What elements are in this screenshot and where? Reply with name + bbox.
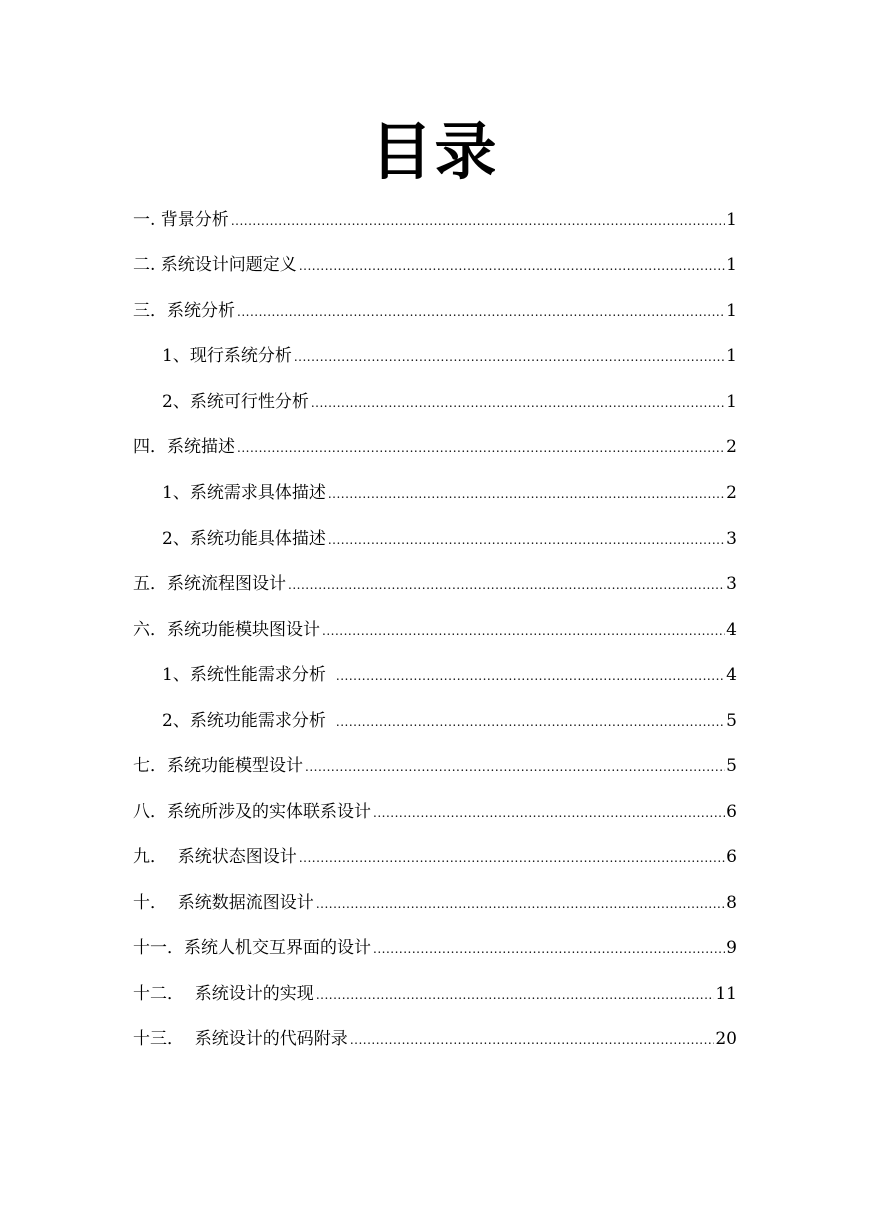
toc-entry-page: 11	[715, 984, 737, 1004]
toc-entry-page: 3	[726, 574, 737, 594]
toc-entry-label: 一. 背景分析	[133, 210, 229, 230]
toc-entry[interactable]	[133, 432, 737, 462]
toc-entry[interactable]	[162, 387, 737, 417]
toc-leader-dots	[288, 570, 725, 600]
toc-entry-label: 十一．系统人机交互界面的设计	[133, 938, 371, 958]
toc-entry-label: 八．系统所涉及的实体联系设计	[133, 802, 371, 822]
toc-entry-label: 六．系统功能模块图设计	[133, 620, 320, 640]
toc-entry[interactable]	[162, 478, 737, 508]
toc-entry-label: 1、系统需求具体描述	[162, 483, 326, 503]
toc-entry-page: 2	[726, 483, 737, 503]
toc-entry-label: 十二． 系统设计的实现	[133, 984, 314, 1004]
toc-leader-dots	[322, 616, 725, 646]
toc-entry-label: 四．系统描述	[133, 437, 235, 457]
toc-entry-page: 1	[726, 255, 737, 275]
toc-leader-dots	[294, 342, 725, 372]
toc-leader-dots	[299, 251, 725, 281]
toc-entry-page: 4	[726, 665, 737, 685]
toc-entry-page: 3	[726, 529, 737, 549]
toc-entry-page: 1	[726, 346, 737, 366]
toc-leader-dots	[316, 980, 715, 1010]
toc-leader-dots	[237, 433, 725, 463]
toc-entry-label: 2、系统可行性分析	[162, 392, 309, 412]
toc-entry[interactable]	[133, 797, 737, 827]
toc-leader-dots	[305, 752, 725, 782]
toc-entry-label: 十三． 系统设计的代码附录	[133, 1029, 348, 1049]
toc-entry-page: 5	[726, 756, 737, 776]
toc-entry-page: 5	[726, 711, 737, 731]
toc-entry[interactable]	[162, 706, 737, 736]
toc-entry-label: 1、系统性能需求分析	[162, 665, 326, 685]
toc-entry-page: 1	[726, 392, 737, 412]
toc-entry[interactable]	[133, 615, 737, 645]
toc-entry-label: 二. 系统设计问题定义	[133, 255, 297, 275]
toc-entry-page: 20	[715, 1029, 737, 1049]
toc-entry-page: 6	[726, 847, 737, 867]
toc-leader-dots	[311, 388, 725, 418]
toc-entry-page: 1	[726, 210, 737, 230]
toc-leader-dots	[373, 798, 725, 828]
toc-entry-page: 8	[726, 893, 737, 913]
toc-entry-label: 三．系统分析	[133, 301, 235, 321]
toc-entry[interactable]	[133, 842, 737, 872]
toc-entry-label: 2、系统功能需求分析	[162, 711, 326, 731]
toc-entry[interactable]	[162, 660, 737, 690]
toc-entry[interactable]	[162, 341, 737, 371]
toc-entry[interactable]	[133, 933, 737, 963]
toc-entry[interactable]	[133, 296, 737, 326]
toc-entry-page: 4	[726, 620, 737, 640]
toc-entry[interactable]	[133, 250, 737, 280]
toc-entry-label: 五．系统流程图设计	[133, 574, 286, 594]
toc-leader-dots	[231, 206, 725, 236]
toc-entry[interactable]	[133, 751, 737, 781]
toc-entry-label: 九． 系统状态图设计	[133, 847, 297, 867]
toc-leader-dots	[336, 707, 725, 737]
toc-entry-page: 9	[726, 938, 737, 958]
toc-entry[interactable]	[133, 888, 737, 918]
toc-leader-dots	[316, 889, 725, 919]
toc-entry-page: 2	[726, 437, 737, 457]
toc-entry[interactable]	[133, 1024, 737, 1054]
toc-entry-label: 十． 系统数据流图设计	[133, 893, 314, 913]
toc-entry[interactable]	[162, 524, 737, 554]
toc-leader-dots	[336, 661, 725, 691]
toc-leader-dots	[237, 297, 725, 327]
page-title: 目录	[370, 115, 499, 188]
toc-entry-label: 2、系统功能具体描述	[162, 529, 326, 549]
toc-leader-dots	[373, 934, 725, 964]
toc-leader-dots	[299, 843, 725, 873]
toc-entry[interactable]	[133, 205, 737, 235]
toc-leader-dots	[350, 1025, 715, 1055]
toc-entry-label: 七．系统功能模型设计	[133, 756, 303, 776]
toc-entry[interactable]	[133, 979, 737, 1009]
toc-entry[interactable]	[133, 569, 737, 599]
toc-leader-dots	[328, 479, 725, 509]
toc-entry-page: 1	[726, 301, 737, 321]
toc-leader-dots	[328, 525, 725, 555]
toc-entry-page: 6	[726, 802, 737, 822]
toc-entry-label: 1、现行系统分析	[162, 346, 292, 366]
